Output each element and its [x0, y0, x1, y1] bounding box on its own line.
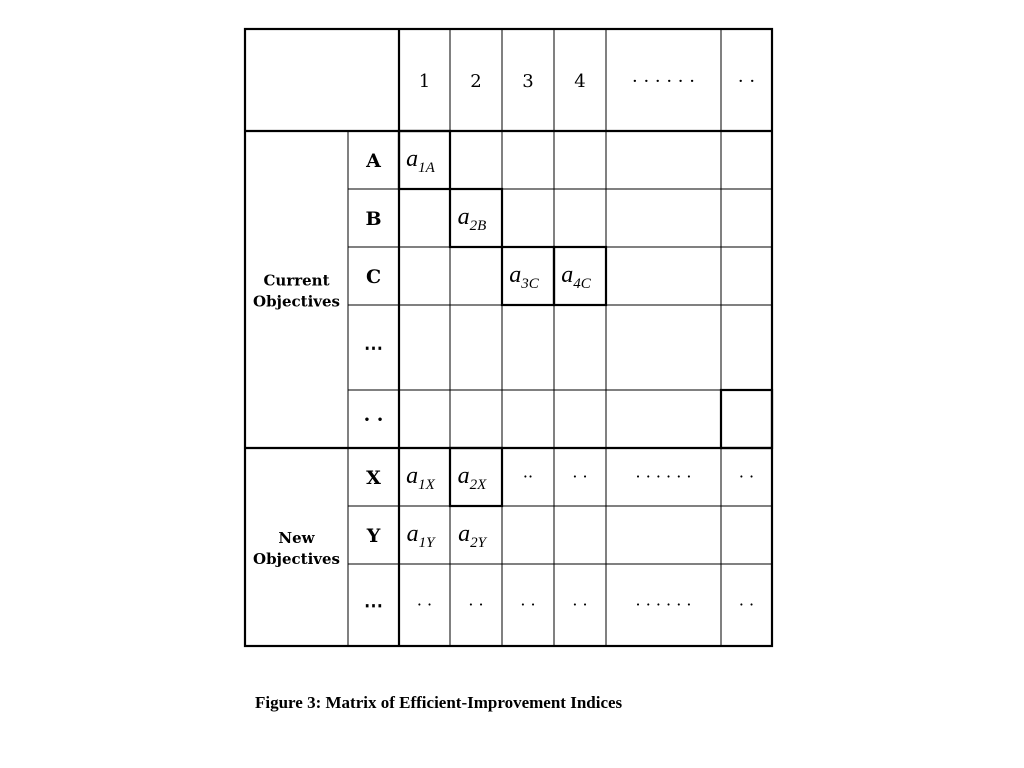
index-cell: $a_{2Y}$: [458, 521, 486, 551]
column-header: · ·: [737, 71, 756, 92]
row-label: · ·: [363, 409, 384, 431]
ellipsis-cell: ··: [522, 467, 534, 486]
index-cell: $a_{4C}$: [561, 262, 591, 292]
row-label: A: [366, 150, 381, 172]
column-header: · · · · · ·: [632, 71, 695, 92]
figure-caption: Figure 3: Matrix of Efficient-Improvement Indices: [255, 693, 623, 712]
group-label: Objectives: [253, 292, 340, 311]
ellipsis-cell: · ·: [738, 467, 755, 486]
row-label: C: [365, 266, 382, 288]
ellipsis-cell: · · · · · ·: [635, 595, 692, 614]
column-header: 3: [522, 71, 534, 92]
index-cell: $a_{3C}$: [509, 262, 539, 292]
ellipsis-cell: · ·: [416, 595, 433, 614]
ellipsis-cell: · ·: [572, 467, 588, 486]
group-label: Objectives: [253, 550, 340, 568]
row-label: ⋯: [364, 595, 383, 617]
ellipsis-cell: · ·: [520, 595, 536, 614]
index-cell: $a_{1Y}$: [406, 521, 435, 551]
column-header: 2: [470, 71, 482, 92]
matrix-text: [253, 71, 755, 617]
index-cell: $a_{1X}$: [406, 463, 435, 493]
index-cell: $a_{1A}$: [406, 146, 435, 176]
index-cell: $a_{2X}$: [457, 463, 487, 493]
row-label: X: [366, 467, 381, 489]
ellipsis-cell: · ·: [468, 595, 484, 614]
row-label: ⋯: [364, 337, 383, 360]
row-label: B: [365, 208, 382, 230]
group-label: Current: [263, 271, 330, 290]
ellipsis-cell: · · · · · ·: [635, 467, 692, 486]
row-label: Y: [366, 525, 381, 547]
ellipsis-cell: · ·: [572, 595, 588, 614]
index-cell: $a_{2B}$: [457, 204, 487, 234]
highlighted-cell: [721, 390, 772, 448]
column-header: 1: [418, 71, 431, 92]
group-label: New: [278, 529, 315, 547]
column-header: 4: [574, 71, 586, 92]
highlighted-cells: [399, 131, 772, 506]
ellipsis-cell: · ·: [738, 595, 755, 614]
